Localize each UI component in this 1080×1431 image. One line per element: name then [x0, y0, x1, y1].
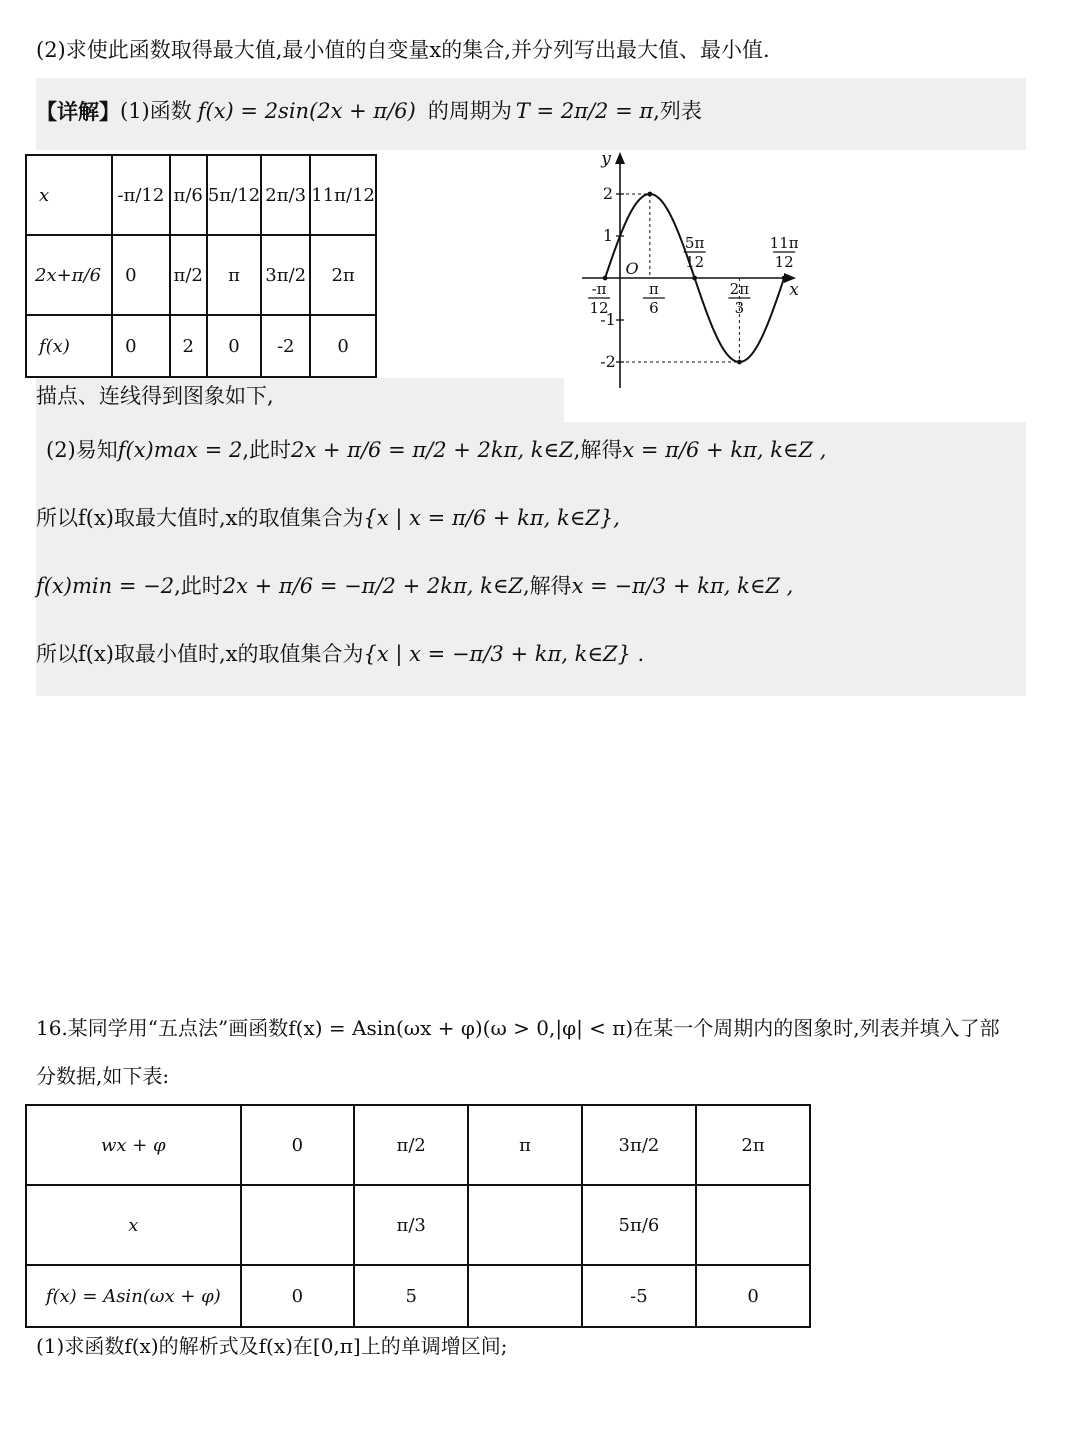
data-point	[737, 360, 742, 365]
detail-p1-prefix: (1)函数	[120, 98, 192, 123]
table-cell: 0	[241, 1265, 355, 1327]
y-axis-arrow	[615, 152, 625, 164]
part2-line-3: f(x)min = −2,此时2x + π/6 = −π/2 + 2kπ, k∈Z,解得x = −π/3 + kπ, k∈Z ,	[36, 574, 794, 598]
q16-line-2: 分数据,如下表:	[36, 1064, 170, 1088]
table-row	[26, 315, 376, 377]
table-header-cell: x	[26, 155, 112, 235]
table-cell: 3π/2	[261, 235, 310, 315]
q16-part1: (1)求函数f(x)的解析式及f(x)在[0,π]上的单调增区间;	[36, 1334, 508, 1358]
q16-line-1: 16.某同学用“五点法”画函数f(x) = Asin(ωx + φ)(ω > 0,|φ| < π)在某一个周期内的图象时,列表并填入了部	[36, 1016, 1000, 1040]
table-cell: π	[468, 1105, 582, 1185]
table-header-cell: 2x+π/6	[26, 235, 112, 315]
table-cell: 0	[310, 315, 376, 377]
data-point	[647, 192, 652, 197]
y-tick-label: -1	[600, 310, 616, 329]
table-cell: 0	[696, 1265, 810, 1327]
table-cell: π/2	[170, 235, 207, 315]
table-row	[26, 1105, 810, 1185]
data-point	[782, 276, 787, 281]
table-cell: 0	[207, 315, 261, 377]
part2-line-4: 所以f(x)取最小值时,x的取值集合为{x | x = −π/3 + kπ, k∈Z} .	[36, 642, 645, 666]
sine-graph	[580, 150, 800, 390]
y-tick-label: 1	[602, 226, 614, 245]
detail-line	[36, 88, 702, 134]
y-axis-label: y	[601, 150, 611, 169]
plot-caption: 描点、连线得到图象如下,	[36, 384, 274, 408]
table-header-cell: wx + φ	[26, 1105, 241, 1185]
table-cell	[241, 1185, 355, 1265]
table-cell: 0	[112, 235, 169, 315]
table-header-cell: x	[26, 1185, 241, 1265]
x-tick-label-den: 12	[589, 299, 609, 317]
five-point-table	[25, 154, 377, 378]
x-tick-label-num: -π	[591, 280, 607, 298]
table-cell: 11π/12	[310, 155, 376, 235]
table-cell: 2π	[310, 235, 376, 315]
table-cell: π	[207, 235, 261, 315]
x-tick-label-den: 6	[649, 299, 659, 317]
x-tick-label-num: 11π	[769, 234, 799, 252]
q16-table	[25, 1104, 811, 1328]
table-cell: 2	[170, 315, 207, 377]
table-cell: -π/12	[112, 155, 169, 235]
part2-line-2: 所以f(x)取最大值时,x的取值集合为{x | x = π/6 + kπ, k∈Z},	[36, 506, 620, 530]
table-cell: 0	[112, 315, 169, 377]
table-cell: 5π/6	[582, 1185, 696, 1265]
table-cell	[468, 1185, 582, 1265]
question-part2-text: (2)求使此函数取得最大值,最小值的自变量x的集合,并分列写出最大值、最小值.	[36, 38, 770, 62]
x-tick-label-den: 12	[685, 253, 705, 271]
table-header-cell: f(x)	[26, 315, 112, 377]
table-cell: -5	[582, 1265, 696, 1327]
table-row	[26, 1185, 810, 1265]
table-row	[26, 155, 376, 235]
detail-function: f(x) = 2sin(2x + π/6)	[197, 98, 416, 123]
table-header-cell: f(x) = Asin(ωx + φ)	[26, 1265, 241, 1327]
table-cell: 5π/12	[207, 155, 261, 235]
table-cell: 0	[241, 1105, 355, 1185]
origin-label: O	[625, 259, 639, 278]
table-row	[26, 1265, 810, 1327]
y-tick-label: 2	[602, 184, 614, 203]
table-cell: π/3	[354, 1185, 468, 1265]
detail-label: 【详解】	[36, 98, 120, 124]
table-cell	[468, 1265, 582, 1327]
x-tick-label-den: 3	[734, 299, 745, 317]
detail-tail: ,列表	[653, 98, 702, 123]
table-cell: -2	[261, 315, 310, 377]
table-cell: 5	[354, 1265, 468, 1327]
x-tick-label-num: π	[648, 280, 659, 298]
table-row	[26, 235, 376, 315]
table-cell: π/6	[170, 155, 207, 235]
table-cell: 3π/2	[582, 1105, 696, 1185]
x-tick-label-num: 5π	[684, 234, 705, 252]
part2-line-1: (2)易知f(x)max = 2,此时2x + π/6 = π/2 + 2kπ, k∈Z,解得x = π/6 + kπ, k∈Z ,	[46, 438, 827, 462]
detail-period-value: T = 2π/2 = π	[515, 98, 654, 123]
x-tick-label-num: 2π	[729, 280, 750, 298]
table-cell	[696, 1185, 810, 1265]
table-cell: π/2	[354, 1105, 468, 1185]
y-tick-label: -2	[600, 352, 616, 371]
table-cell: 2π	[696, 1105, 810, 1185]
detail-period-text: 的周期为	[427, 98, 512, 123]
x-tick-label-den: 12	[774, 253, 794, 271]
table-cell: 2π/3	[261, 155, 310, 235]
x-axis-label: x	[789, 280, 799, 300]
data-point	[692, 276, 697, 281]
